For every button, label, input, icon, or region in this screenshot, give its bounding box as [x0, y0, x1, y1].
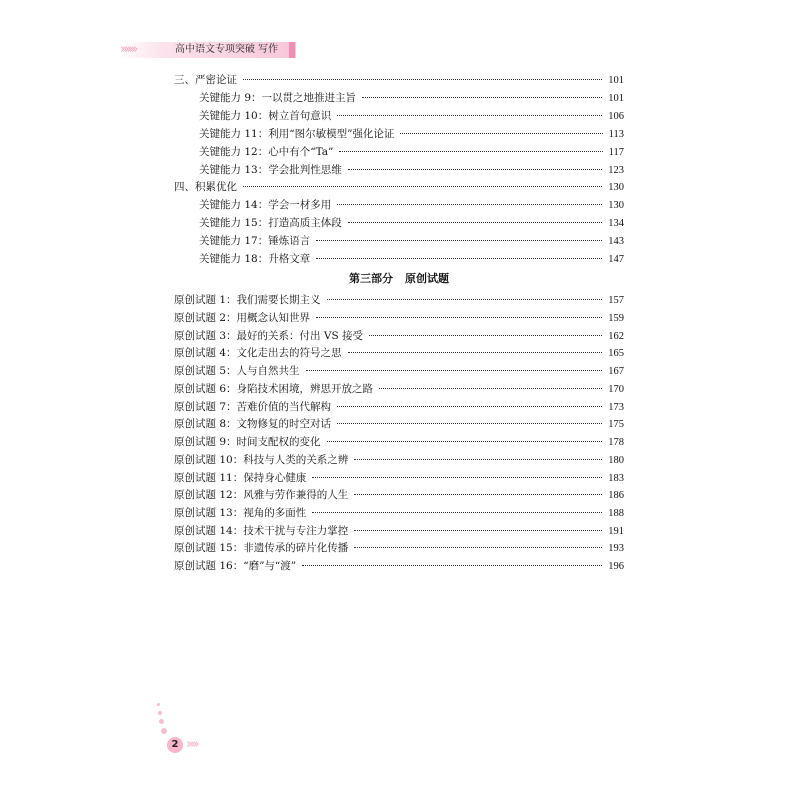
dot-leader: [400, 133, 602, 134]
dot-leader: [306, 370, 603, 371]
toc-entry[interactable]: [199, 234, 624, 248]
toc-entry[interactable]: [174, 346, 624, 360]
toc-label: 原创试题 8：文物修复的时空对话: [174, 418, 332, 430]
dot-leader: [316, 258, 602, 259]
toc-page-number: 173: [608, 402, 624, 413]
decorative-dot: [159, 719, 164, 724]
toc-page-number: 193: [608, 543, 624, 554]
dot-leader: [348, 352, 603, 353]
toc-label: 原创试题 9：时间支配权的变化: [174, 436, 321, 448]
dot-leader: [243, 186, 602, 187]
toc-entry[interactable]: [199, 198, 624, 212]
dot-leader: [327, 299, 603, 300]
dot-leader: [316, 317, 602, 318]
toc-page-number: 162: [608, 331, 624, 342]
decorative-dot: [158, 711, 162, 715]
dot-leader: [348, 222, 603, 223]
toc-page-number: 167: [608, 366, 624, 377]
toc-entry[interactable]: [174, 453, 624, 467]
toc-entry[interactable]: [174, 488, 624, 502]
toc-label: 原创试题 11：保持身心健康: [174, 472, 307, 484]
toc-label: 关键能力 18：升格文章: [199, 253, 311, 265]
toc-label: 原创试题 12：风雅与劳作兼得的人生: [174, 489, 349, 501]
toc-page-number: 147: [608, 254, 624, 265]
toc-entry[interactable]: [199, 145, 624, 159]
toc-page-number: 157: [608, 295, 624, 306]
toc-page-number: 101: [608, 93, 624, 104]
toc-page-number: 178: [608, 437, 624, 448]
dot-leader: [312, 512, 602, 513]
toc-label: 原创试题 7：苦难价值的当代解构: [174, 401, 332, 413]
toc-label: 关键能力 11：利用“图尔敏模型”强化论证: [199, 128, 395, 140]
toc-label: 关键能力 13：学会批判性思维: [199, 164, 342, 176]
toc-page-number: 134: [608, 218, 624, 229]
dot-leader: [339, 151, 602, 152]
toc-section-title[interactable]: [174, 73, 624, 87]
toc-page-number: 183: [608, 473, 624, 484]
dot-leader: [369, 335, 602, 336]
toc-label: 原创试题 6：身陷技术困境，辨思开放之路: [174, 383, 374, 395]
toc-page-number: 123: [608, 165, 624, 176]
dot-leader: [348, 169, 603, 170]
toc-page-number: 159: [608, 313, 624, 324]
decorative-dot: [157, 703, 160, 706]
dot-leader: [327, 441, 603, 442]
decorative-dot: [161, 728, 167, 734]
dot-leader: [354, 547, 602, 548]
toc-page-number: 191: [608, 526, 624, 537]
toc-label: 原创试题 2：用概念认知世界: [174, 312, 311, 324]
toc-label: 原创试题 14：技术干扰与专注力掌控: [174, 525, 349, 537]
dot-leader: [312, 477, 602, 478]
toc-label: 原创试题 10：科技与人类的关系之辨: [174, 454, 349, 466]
toc-entry[interactable]: [199, 127, 624, 141]
toc-entry[interactable]: [199, 91, 624, 105]
toc-page-number: 101: [608, 75, 624, 86]
toc-label: 四、积累优化: [174, 181, 237, 193]
toc-entry[interactable]: [174, 382, 624, 396]
toc-page-number: 186: [608, 490, 624, 501]
toc-label: 关键能力 9：一以贯之地推进主旨: [199, 92, 357, 104]
toc-entry[interactable]: [174, 311, 624, 325]
toc-page-number: 143: [608, 236, 624, 247]
dot-leader: [354, 494, 602, 495]
toc-page-number: 113: [608, 129, 624, 140]
toc-entry[interactable]: [199, 216, 624, 230]
toc-entry[interactable]: [174, 506, 624, 520]
toc-label: 关键能力 12：心中有个“Ta”: [199, 146, 334, 158]
toc-label: 原创试题 3：最好的关系：付出 VS 接受: [174, 330, 363, 342]
toc-label: 原创试题 16：“磨”与“渡”: [174, 560, 297, 572]
toc-entry[interactable]: [174, 293, 624, 307]
toc-entry[interactable]: [174, 364, 624, 378]
toc-page-number: 130: [608, 182, 624, 193]
dot-leader: [337, 406, 602, 407]
toc-entry[interactable]: [174, 524, 624, 538]
toc-entry[interactable]: [199, 163, 624, 177]
toc-page-number: 117: [608, 147, 624, 158]
toc-entry[interactable]: [174, 329, 624, 343]
toc-label: 原创试题 5：人与自然共生: [174, 365, 300, 377]
part-heading-number: 第三部分: [349, 272, 393, 285]
dot-leader: [316, 240, 602, 241]
toc-label: 关键能力 17：锤炼语言: [199, 235, 311, 247]
toc-label: 原创试题 1：我们需要长期主义: [174, 294, 321, 306]
toc-page-number: 106: [608, 111, 624, 122]
toc-section-title[interactable]: [174, 180, 624, 194]
page-number-badge: 2: [167, 737, 183, 753]
toc-entry[interactable]: [174, 400, 624, 414]
toc-entry[interactable]: [174, 559, 624, 573]
toc-page-number: 130: [608, 200, 624, 211]
toc-label: 关键能力 10：树立首句意识: [199, 110, 332, 122]
running-header-title: 高中语文专项突破 写作: [175, 44, 279, 55]
part-heading: [174, 272, 624, 286]
toc-page-number: 165: [608, 348, 624, 359]
dot-leader: [337, 204, 602, 205]
toc-entry[interactable]: [199, 252, 624, 266]
toc-entry[interactable]: [199, 109, 624, 123]
toc-page-number: 180: [608, 455, 624, 466]
footer-chevron-icon: ›››››: [186, 737, 197, 752]
toc-entry[interactable]: [174, 471, 624, 485]
part-heading-title: 原创试题: [405, 272, 449, 285]
dot-leader: [337, 423, 602, 424]
dot-leader: [302, 565, 602, 566]
toc-label: 原创试题 4：文化走出去的符号之思: [174, 347, 342, 359]
toc-entry[interactable]: [174, 435, 624, 449]
toc-label: 关键能力 14：学会一材多用: [199, 199, 332, 211]
toc-entry[interactable]: [174, 417, 624, 431]
dot-leader: [337, 115, 602, 116]
dot-leader: [354, 530, 602, 531]
toc-page-number: 175: [608, 419, 624, 430]
header-cap: [289, 42, 295, 58]
toc-label: 关键能力 15：打造高质主体段: [199, 217, 342, 229]
dot-leader: [354, 459, 602, 460]
toc-page-number: 188: [608, 508, 624, 519]
toc-page-number: 196: [608, 561, 624, 572]
toc-entry[interactable]: [174, 541, 624, 555]
dot-leader: [379, 388, 602, 389]
toc-label: 原创试题 13：视角的多面性: [174, 507, 307, 519]
toc-label: 原创试题 15：非遗传承的碎片化传播: [174, 542, 349, 554]
dot-leader: [243, 79, 602, 80]
toc-label: 三、严密论证: [174, 74, 237, 86]
header-chevron-icon: ›››››››: [120, 42, 136, 57]
dot-leader: [362, 97, 602, 98]
toc-page-number: 170: [608, 384, 624, 395]
